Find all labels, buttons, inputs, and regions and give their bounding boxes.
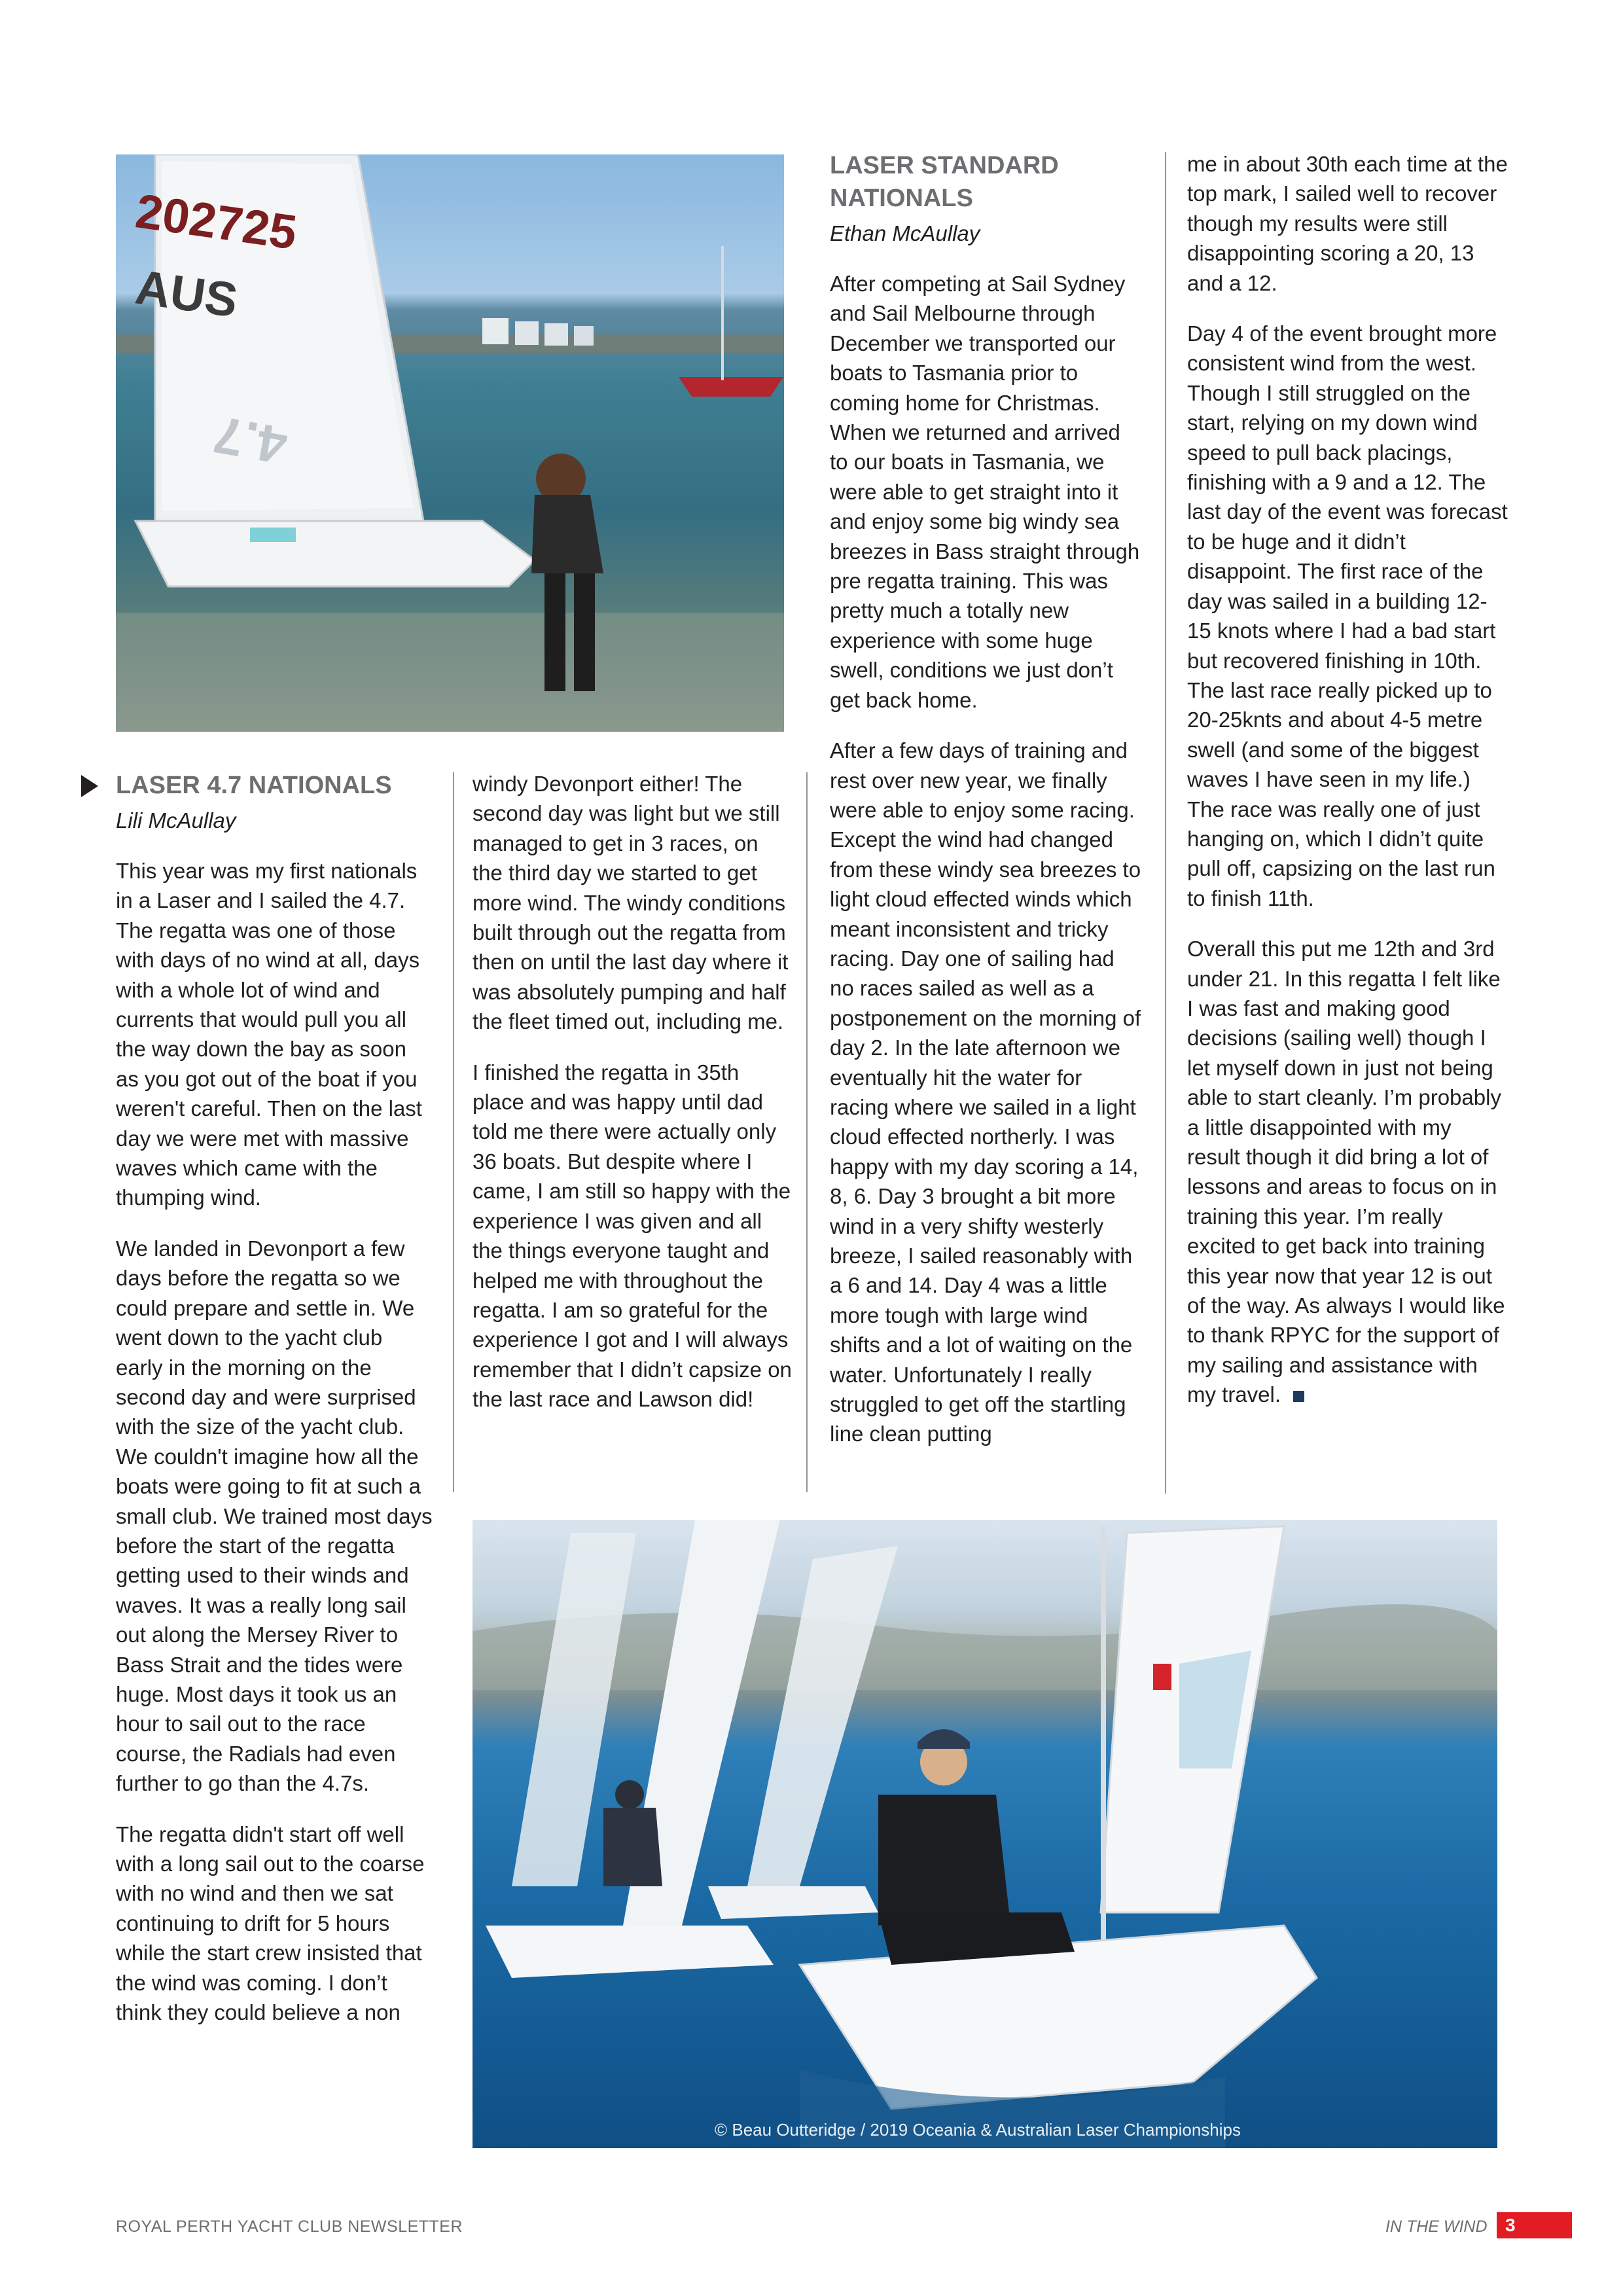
footer-section: IN THE WIND <box>1385 2217 1488 2236</box>
end-square-icon <box>1293 1391 1304 1402</box>
column-2 <box>473 769 793 1414</box>
article2-paragraph: me in about 30th each time at the top mark, I sailed well to recover though my results were still disappointing scoring a 20, 13 and a 12. <box>1187 152 1508 295</box>
bullet-triangle-icon <box>81 775 98 797</box>
column-divider <box>453 772 454 1492</box>
photo-laser-racing <box>473 1520 1497 2148</box>
sail-country: AUS <box>132 259 241 328</box>
footer-publication: ROYAL PERTH YACHT CLUB NEWSLETTER <box>116 2217 463 2236</box>
article1-paragraph: I finished the regatta in 35th place and was happy until dad told me there were actually only 36 boats. But despite where I came, I am still so happy with the experience I was given and all the things everyone taught and helped me with throughout the regatta. I am so grateful for the experience I got and I will always remember that I didn’t capsize on the last race and Lawson did! <box>473 1060 792 1412</box>
column-divider <box>806 772 808 1492</box>
article1-author: Lili McAullay <box>116 808 236 833</box>
article2-paragraph: After a few days of training and rest over new year, we finally were able to enjoy some racing. Except the wind had changed from these windy sea breezes to light cloud effected winds which meant inconsistent and tricky racing. Day one of sailing had no races sailed as well as a postponement on the morning of day 2. In the late afternoon we eventually hit the water for racing where we sailed in a light cloud effected northerly. I was happy with my day scoring a 14, 8, 6. Day 3 brought a bit more wind in a very shifty westerly breeze, I sailed reasonably with a 6 and 14. Day 4 was a little more tough with large wind shifts and a lot of waiting on the water. Unfortunately I really struggled to get off the startling line clean putting <box>830 738 1141 1446</box>
photo-laser-racing-art <box>473 1520 1497 2148</box>
column-1 <box>116 769 433 2027</box>
article2-author: Ethan McAullay <box>830 221 980 245</box>
article1-paragraph: The regatta didn't start off well with a long sail out to the coarse with no wind and then we sat continuing to drift for 5 hours while the start crew insisted that the wind was coming. I don’t think they could believe a non <box>116 1821 425 2025</box>
article1-paragraph: This year was my first nationals in a Laser and I sailed the 4.7. The regatta was one of those with days of no wind at all, days with a whole lot of wind and currents that would pull you all the way down the bay as soon as you got out of the boat if you weren't careful. Then on the last day we were met with massive waves which came with the thumping wind. <box>116 859 422 1210</box>
photo-credit: © Beau Outteridge / 2019 Oceania & Australian Laser Championships <box>715 2120 1241 2140</box>
article2-paragraph: After competing at Sail Sydney and Sail Melbourne through December we transported our boats to Tasmania prior to coming home for Christmas. When we returned and arrived to our boats in Tasmania, we were able to get straight into it and enjoy some big windy sea breezes in Bass straight through pre regatta training. This was pretty much a totally new experience with some huge swell, conditions we just don’t get back home. <box>830 272 1140 712</box>
article1-paragraph: windy Devonport either! The second day was light but we still managed to get in 3 races, on the third day we started to get more wind. The windy conditions built through out the regatta from then on until the last day where it was absolutely pumping and half the fleet timed out, including me. <box>473 772 789 1034</box>
article2-paragraph: Day 4 of the event brought more consistent wind from the west. Though I still struggled on the start, relying on my down wind speed to pull back placings, finishing with a 9 and a 12. The last day of the event was forecast to be huge and it didn’t disappoint. The first race of the day was sailed in a building 12-15 knots where I had a bad start but recovered finishing in 10th. The last race really picked up to 20-25knts and about 4-5 metre swell (and some of the biggest waves I have seen in my life.) The race was really one of just hanging on, which I didn’t quite pull off, capsizing on the last run to finish 11th. <box>1187 321 1508 910</box>
article1-paragraph: We landed in Devonport a few days before the regatta so we could prepare and settle in. We went down to the yacht club early in the morning on the second day and were surprised with the size of the yacht club. We couldn't imagine how all the boats were going to fit at such a small club. We trained most days before the start of the regatta getting used to their winds and waves. It was a really long sail out along the Mersey River to Bass Strait and the tides were huge. Most days it took us an hour to sail out to the race course, the Radials had even further to go than the 4.7s. <box>116 1236 433 1796</box>
column-4 <box>1187 149 1508 1410</box>
article1-heading: LASER 4.7 NATIONALS <box>116 772 392 799</box>
column-3 <box>830 149 1144 1449</box>
sail-number: 202725 <box>132 183 300 260</box>
page-number: 3 <box>1505 2215 1516 2235</box>
sail-class: 4.7 <box>209 405 292 475</box>
photo-laser-on-shore <box>116 154 784 732</box>
article2-heading: LASER STANDARD NATIONALS <box>830 152 1059 212</box>
column-divider <box>1165 152 1166 1494</box>
article2-paragraph <box>1187 934 1508 1410</box>
article2-last-paragraph: Overall this put me 12th and 3rd under 21. In this regatta I felt like I was fast and making good decisions (sailing well) though I let myself down in just not being able to start cleanly. I’m probably a little disappointed with my result though it did bring a lot of lessons and areas to focus on in training this year. I’m really excited to get back into training this year now that year 12 is out of the way. As always I would like to thank RPYC for the support of my sailing and assistance with my travel. <box>1187 937 1505 1407</box>
